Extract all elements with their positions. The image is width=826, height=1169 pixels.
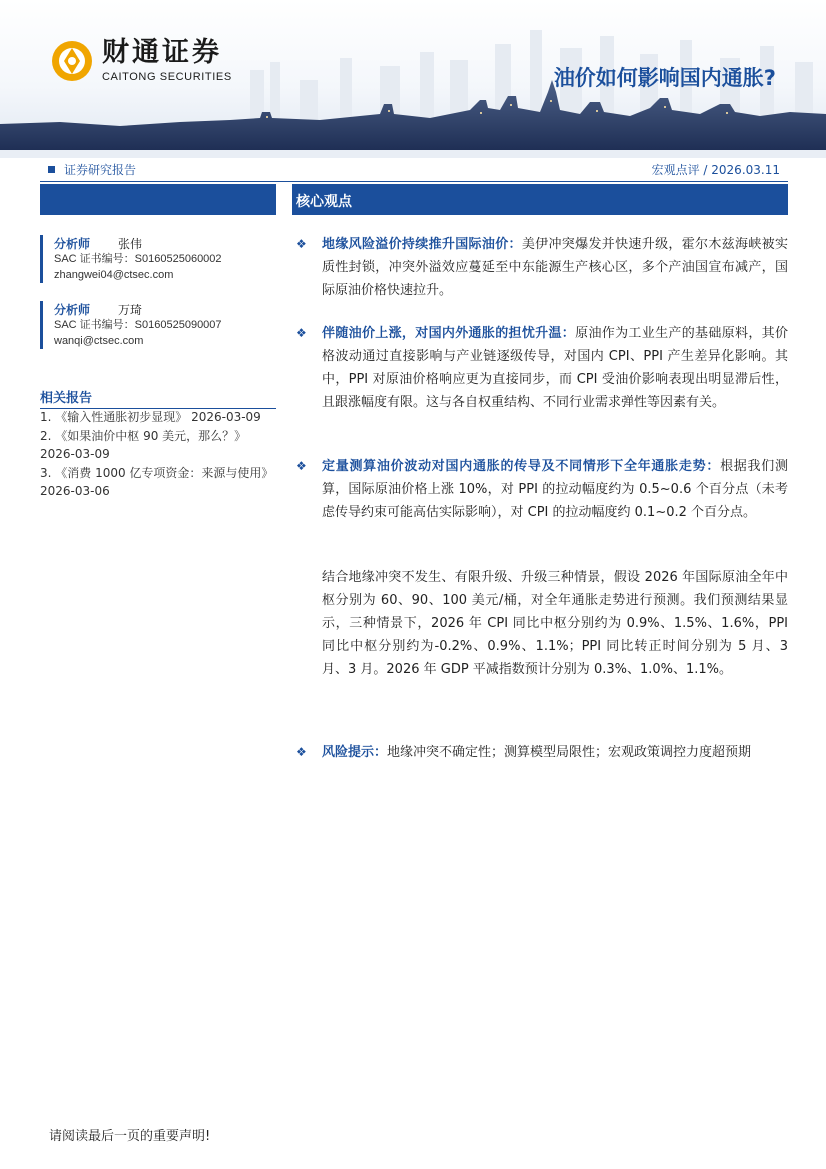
diamond-bullet-icon: ❖ <box>296 745 307 759</box>
core-point-risk <box>296 741 788 764</box>
point-text: 地缘冲突不确定性；测算模型局限性；宏观政策调控力度超预期 <box>387 745 752 760</box>
analyst-email[interactable]: zhangwei04@ctsec.com <box>54 269 174 281</box>
disclaimer-footer: 请阅读最后一页的重要声明! <box>49 1129 211 1144</box>
company-logo <box>50 38 232 84</box>
analyst-role: 分析师 <box>54 303 91 317</box>
related-report-item[interactable]: 2. 《如果油价中枢 90 美元，那么？》 2026-03-09 <box>40 428 247 461</box>
core-views-heading: 核心观点 <box>292 184 788 215</box>
scenario-paragraph: 结合地缘冲突不发生、有限升级、升级三种情景，假设 2026 年国际原油全年中枢分别为 60、90、100 美元/桶，对全年通胀走势进行预测。我们预测结果显示，三种情景下，2026 年 CPI 同比中枢分别约为 0.9%、1.5%、1.6%，PPI 同比中枢分别约为-0.2%、0.9%、1.1%；PPI 同比转正时间分别为 5 月、3 月、3 月。2026 年 GDP 平减指数预计分别为 0.3%、1.0%、1.1%。 <box>322 570 788 677</box>
related-report-item[interactable]: 3. 《消费 1000 亿专项资金：来源与使用》 2026-03-06 <box>40 465 274 498</box>
analyst-role: 分析师 <box>54 237 91 251</box>
analyst-sac: SAC 证书编号：S0160525060002 <box>54 253 222 265</box>
report-type-date: 宏观点评 / 2026.03.11 <box>651 163 780 177</box>
point-lead: 定量测算油价波动对国内通胀的传导及不同情形下全年通胀走势： <box>322 459 721 474</box>
point-text: 根据我们测算，国际原油价格上涨 10%，对 PPI 的拉动幅度约为 0.5~0.6 个百分点（未考虑传导约束可能高估实际影响），对 CPI 的拉动幅度约 0.1~0.2 个百分点。 <box>322 459 788 520</box>
logo-chinese-name: 财通证券 <box>102 37 222 68</box>
diamond-bullet-icon: ❖ <box>296 237 307 251</box>
report-title: 油价如何影响国内通胀? <box>553 66 776 90</box>
point-lead: 伴随油价上涨，对国内外通胀的担忧升温： <box>322 326 576 341</box>
core-point <box>296 455 788 524</box>
related-report-item[interactable]: 1. 《输入性通胀初步显现》 2026-03-09 <box>40 410 261 424</box>
analyst-name: 张伟 <box>118 237 143 251</box>
square-bullet-icon <box>48 166 55 173</box>
core-point <box>296 322 788 414</box>
point-text: 原油作为工业生产的基础原料，其价格波动通过直接影响与产业链逐级传导，对国内 CPI、PPI 产生差异化影响。其中，PPI 对原油价格响应更为直接同步，而 CPI 受油价影响表现出明显滞后性，且跟涨幅度有限。这与各自权重结构、不同行业需求弹性等因素有关。 <box>322 326 788 410</box>
analyst-sac: SAC 证书编号：S0160525090007 <box>54 319 222 331</box>
analyst-email[interactable]: wanqi@ctsec.com <box>54 335 144 347</box>
diamond-bullet-icon: ❖ <box>296 326 307 340</box>
left-header-bar <box>40 184 276 215</box>
report-category: 证券研究报告 <box>64 163 137 177</box>
core-point <box>296 233 788 302</box>
caitong-logo-icon <box>50 39 94 83</box>
logo-english-name: CAITONG SECURITIES <box>102 71 232 83</box>
related-reports-heading: 相关报告 <box>40 387 276 409</box>
diamond-bullet-icon: ❖ <box>296 459 307 473</box>
sub-header <box>40 160 788 182</box>
related-reports-list <box>40 408 278 501</box>
analyst-card <box>40 301 276 349</box>
report-header <box>0 0 826 158</box>
analyst-card <box>40 235 276 283</box>
point-lead: 地缘风险溢价持续推升国际油价： <box>322 237 522 252</box>
point-text: 美伊冲突爆发并快速升级，霍尔木兹海峡被实质性封锁，冲突外溢效应蔓延至中东能源生产核心区，多个产油国宣布减产，国际原油价格快速拉升。 <box>322 237 788 298</box>
point-lead: 风险提示： <box>322 745 388 760</box>
analyst-name: 万琦 <box>118 303 143 317</box>
